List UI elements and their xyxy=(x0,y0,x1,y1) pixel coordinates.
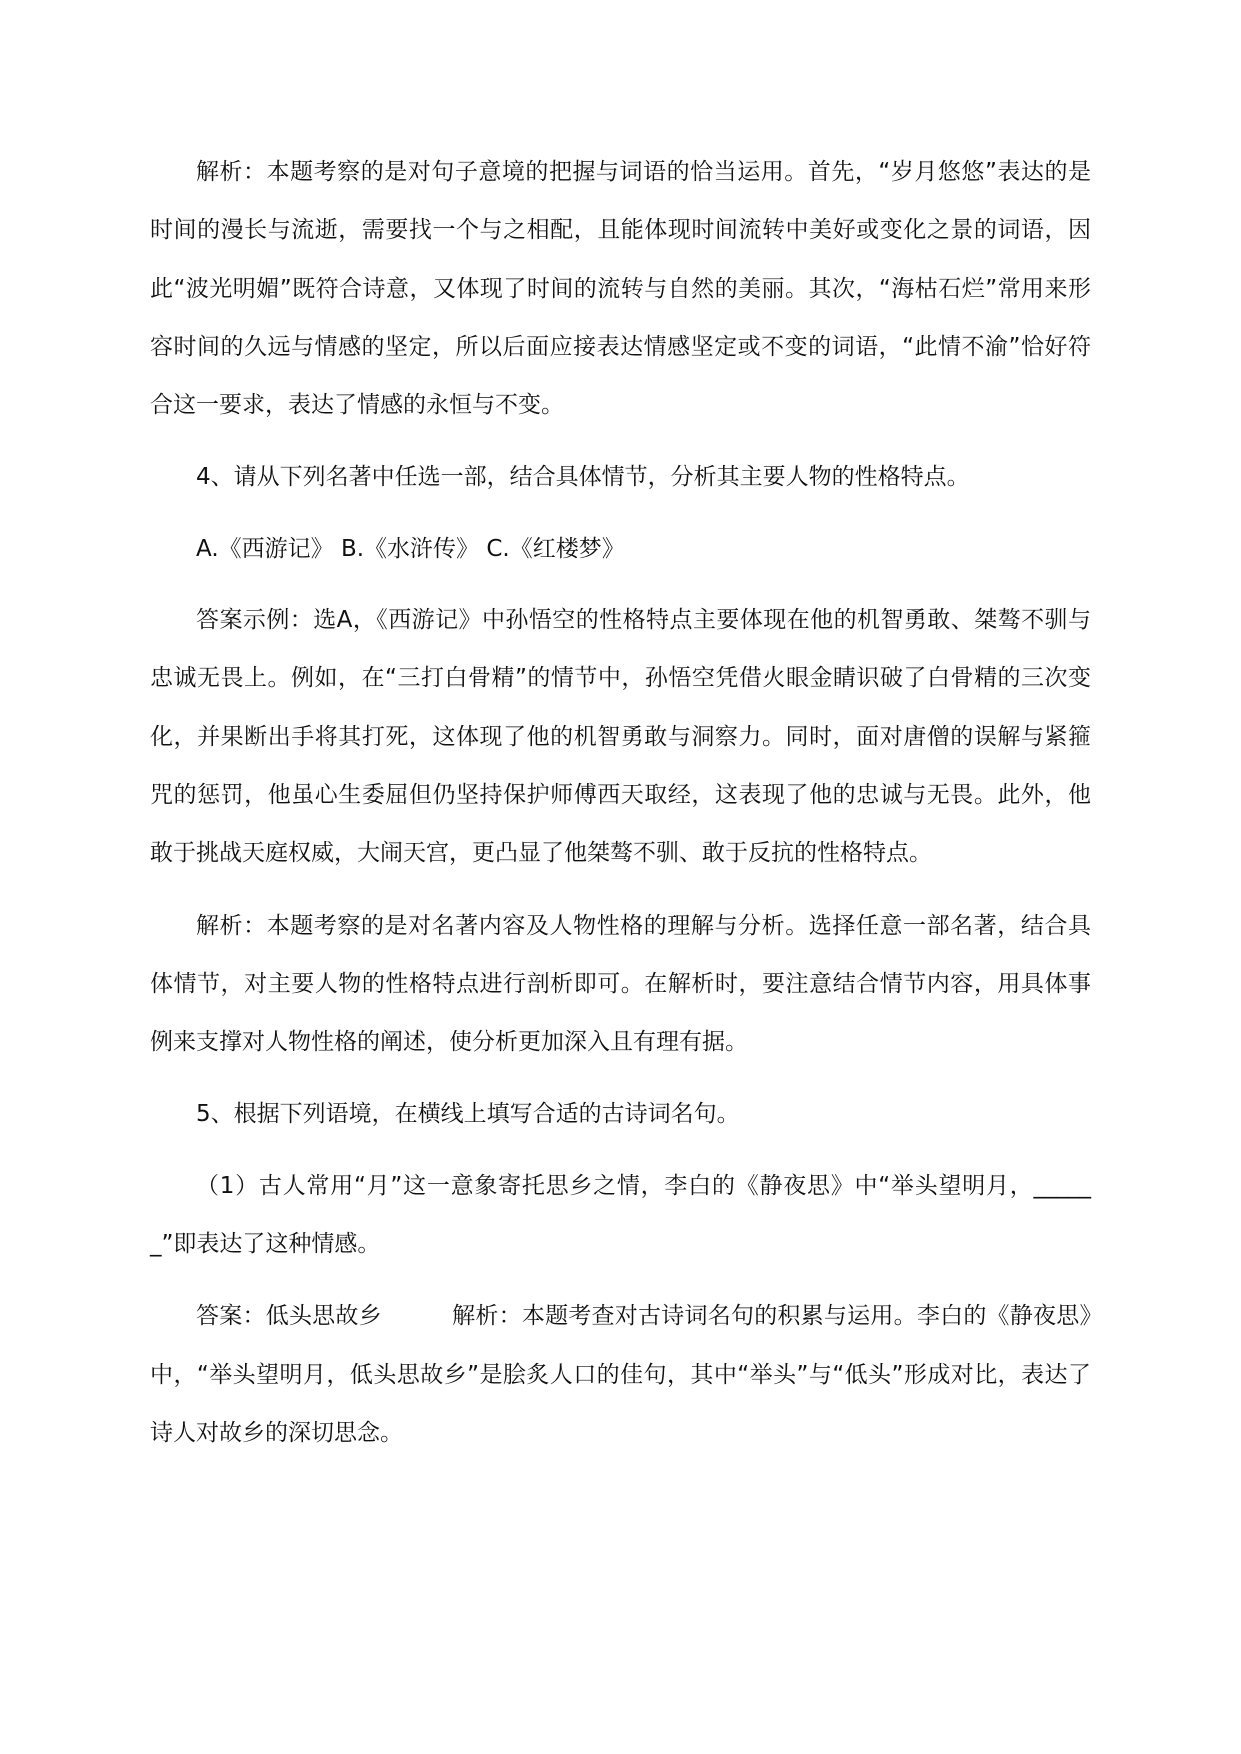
question-4: 4、请从下列名著中任选一部，结合具体情节，分析其主要人物的性格特点。 xyxy=(196,464,970,491)
question-5-part-1: （1）古人常用“月”这一意象寄托思乡之情，李白的《静夜思》中“举头望明月，______”即表达了这种情感。 xyxy=(150,1172,1091,1258)
analysis-paragraph-1: 解析：本题考察的是对句子意境的把握与词语的恰当运用。首先，“岁月悠悠”表达的是时间的漫长与流逝，需要找一个与之相配，且能体现时间流转中美好或变化之景的词语，因此“波光明媚”既符合诗意，又体现了时间的流转与自然的美丽。其次，“海枯石烂”常用来形容时间的久远与情感的坚定，所以后面应接表达情感坚定或不变的词语，“此情不渝”恰好符合这一要求，表达了情感的永恒与不变。 xyxy=(150,159,1091,419)
answer-example-paragraph: 答案示例：选A，《西游记》中孙悟空的性格特点主要体现在他的机智勇敢、桀骜不驯与忠诚无畏上。例如，在“三打白骨精”的情节中，孙悟空凭借火眼金睛识破了白骨精的三次变化，并果断出手将其打死，这体现了他的机智勇敢与洞察力。同时，面对唐僧的误解与紧箍咒的惩罚，他虽心生委屈但仍坚持保护师傅西天取经，这表现了他的忠诚与无畏。此外，他敢于挑战天庭权威，大闹天宫，更凸显了他桀骜不驯、敢于反抗的性格特点。 xyxy=(150,607,1091,867)
answer-label: 答案：低头思故乡 xyxy=(196,1303,382,1330)
analysis-paragraph-2: 解析：本题考察的是对名著内容及人物性格的理解与分析。选择任意一部名著，结合具体情节，对主要人物的性格特点进行剖析即可。在解析时，要注意结合情节内容，用具体事例来支撑对人物性格的阐述，使分析更加深入且有理有据。 xyxy=(150,912,1091,1056)
question-4-options: A.《西游记》 B.《水浒传》 C.《红楼梦》 xyxy=(196,535,625,562)
answer-paragraph xyxy=(150,1287,1091,1462)
question-5: 5、根据下列语境，在横线上填写合适的古诗词名句。 xyxy=(196,1101,740,1128)
answer-analysis: 解析：本题考查对古诗词名句的积累与运用。李白的《静夜思》中，“举头望明月，低头思故乡”是脍炙人口的佳句，其中“举头”与“低头”形成对比，表达了诗人对故乡的深切思念。 xyxy=(150,1303,1092,1446)
